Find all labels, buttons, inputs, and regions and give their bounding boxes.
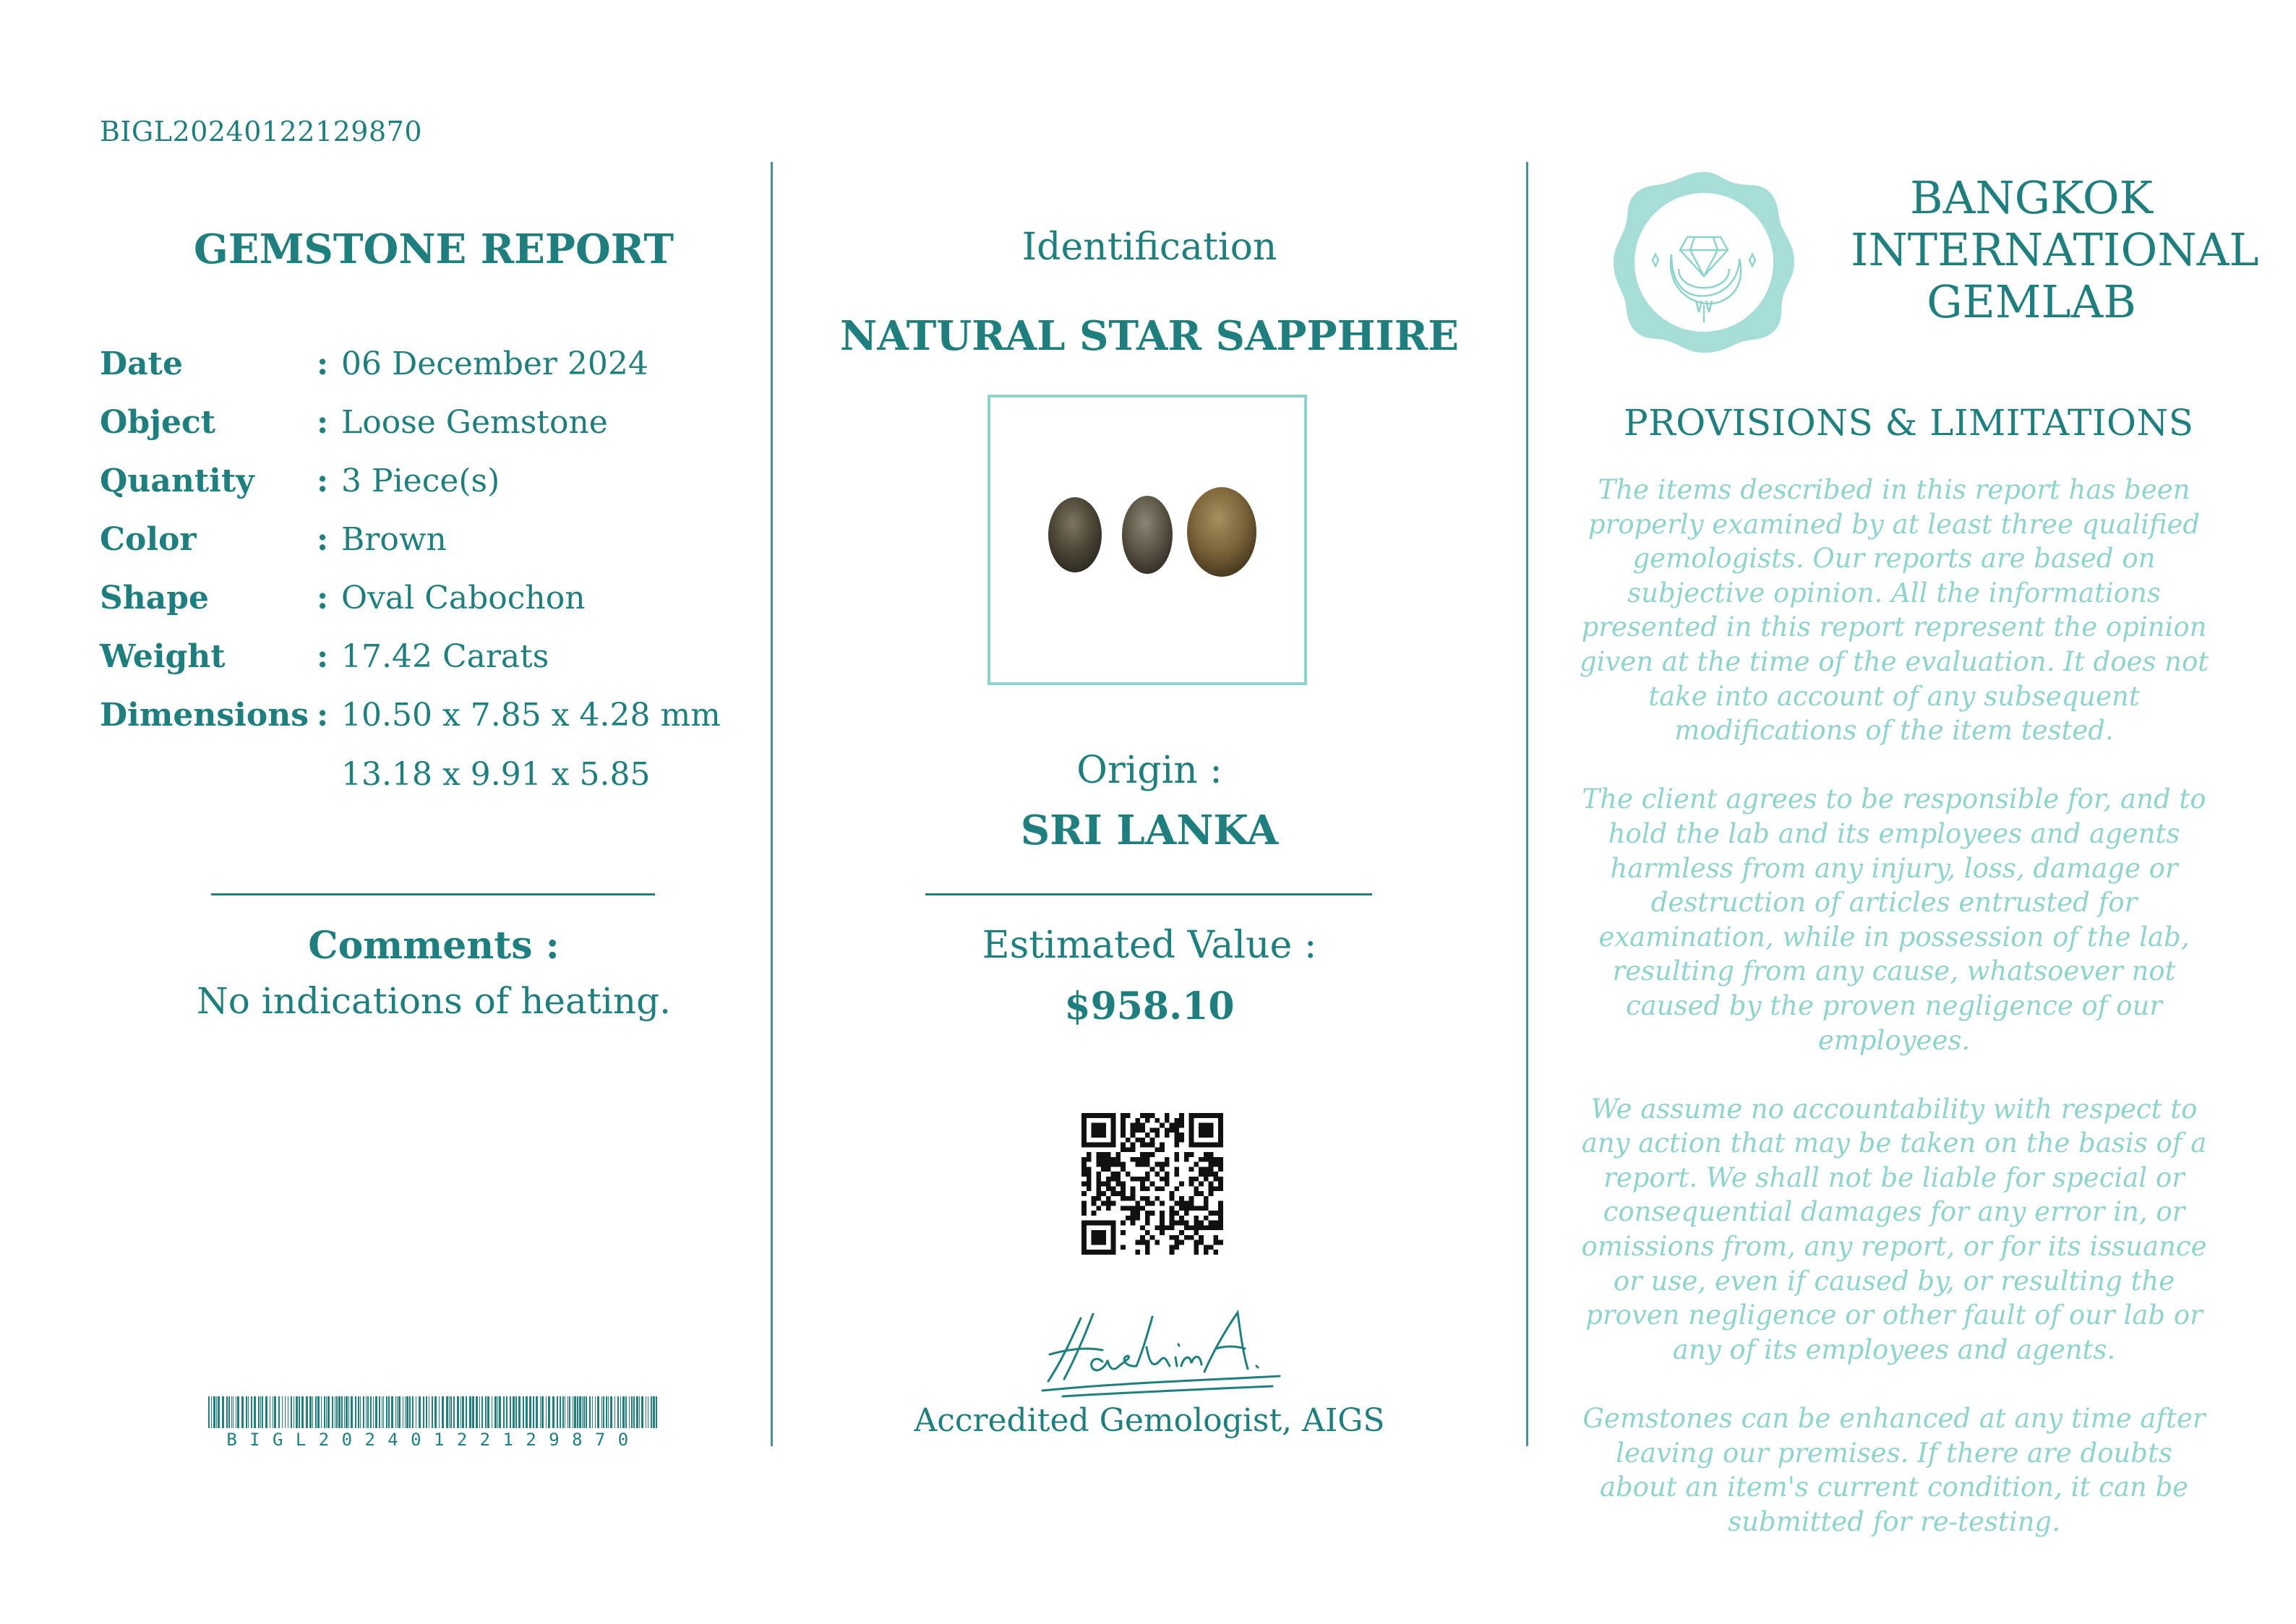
lab-name-line: BANGKOK — [1910, 171, 2153, 224]
field-value: 06 December 2024 — [341, 345, 648, 382]
field-label: Quantity — [100, 463, 254, 499]
field-label: Color — [100, 521, 197, 558]
comments-title: Comments : — [308, 924, 560, 968]
field-value: Loose Gemstone — [341, 404, 608, 441]
estimated-value-amount: $958.10 — [1064, 984, 1235, 1028]
field-value: 3 Piece(s) — [341, 463, 500, 499]
signature-image — [1005, 1291, 1294, 1399]
provisions-paragraph: We assume no accountability with respect to any action that may be taken on the basis of a report. We shall not be liable for special or consequential damages for any error in, or omissions from, any report, or for its issuance or use, even if caused by, or resulting the proven negligence or other fault of our lab or any of its employees and agents. — [1581, 1093, 2207, 1365]
comments-divider — [211, 893, 655, 895]
origin-label: Origin : — [1076, 749, 1222, 792]
dimensions-second-line: 13.18 x 9.91 x 5.85 — [341, 756, 651, 793]
field-colon: : — [317, 463, 329, 499]
identification-label: Identification — [1021, 225, 1277, 269]
barcode-text: BIGL20240122129870 — [226, 1430, 641, 1450]
estimated-value-label: Estimated Value : — [982, 924, 1317, 967]
comments-text: No indications of heating. — [197, 980, 671, 1022]
report-title: GEMSTONE REPORT — [193, 225, 674, 273]
gemologist-title: Accredited Gemologist, AIGS — [914, 1402, 1385, 1439]
field-colon: : — [317, 404, 329, 441]
field-label: Date — [100, 345, 183, 382]
qr-code-icon[interactable] — [1081, 1113, 1223, 1255]
field-colon: : — [317, 638, 329, 675]
field-label: Object — [100, 404, 216, 441]
gemstone-image — [990, 398, 1304, 682]
field-colon: : — [317, 521, 329, 558]
field-colon: : — [317, 580, 329, 616]
lab-name — [1851, 171, 2259, 328]
report-id: BIGL20240122129870 — [100, 116, 422, 147]
gemstone-photo — [988, 395, 1307, 685]
stone-1 — [1048, 497, 1102, 572]
lab-name-line: GEMLAB — [1927, 275, 2136, 328]
field-label: Dimensions — [100, 697, 309, 734]
provisions-title: PROVISIONS & LIMITATIONS — [1624, 402, 2194, 444]
field-value: 17.42 Carats — [341, 638, 549, 675]
field-value: Brown — [341, 521, 447, 558]
provisions-paragraph: The client agrees to be responsible for, and to hold the lab and its employees and agents harmless from any injury, loss, damage or destruction of articles entrusted for examination, while in possession of the lab, resulting from any cause, whatsoever not caused by the proven negligence of our employees. — [1582, 783, 2206, 1056]
field-colon: : — [317, 345, 329, 382]
stone-2 — [1122, 496, 1173, 574]
origin-value: SRI LANKA — [1020, 807, 1279, 854]
provisions-text — [1576, 473, 2212, 1573]
stone-3 — [1187, 487, 1256, 577]
value-divider — [925, 893, 1372, 895]
barcode-icon — [208, 1396, 659, 1428]
provisions-paragraph: The items described in this report has been properly examined by at least three qualified gemologists. Our reports are based on subjective opinion. All the informations presented in this report represent the opinion given at the time of the evaluation. It does not take into account of any subsequent modifications of the item tested. — [1579, 474, 2209, 747]
column-divider-right — [1526, 162, 1528, 1446]
field-label: Weight — [100, 638, 226, 675]
field-value: 10.50 x 7.85 x 4.28 mm — [341, 697, 721, 734]
gemlab-seal-icon — [1609, 168, 1799, 357]
field-label: Shape — [100, 580, 210, 616]
provisions-paragraph: Gemstones can be enhanced at any time after leaving our premises. If there are doubts about an item's current condition, it can be submitted for re-testing. — [1582, 1403, 2206, 1537]
identification-value: NATURAL STAR SAPPHIRE — [840, 312, 1459, 360]
lab-name-line: INTERNATIONAL — [1851, 223, 2259, 276]
field-colon: : — [317, 697, 329, 734]
field-value: Oval Cabochon — [341, 580, 586, 616]
